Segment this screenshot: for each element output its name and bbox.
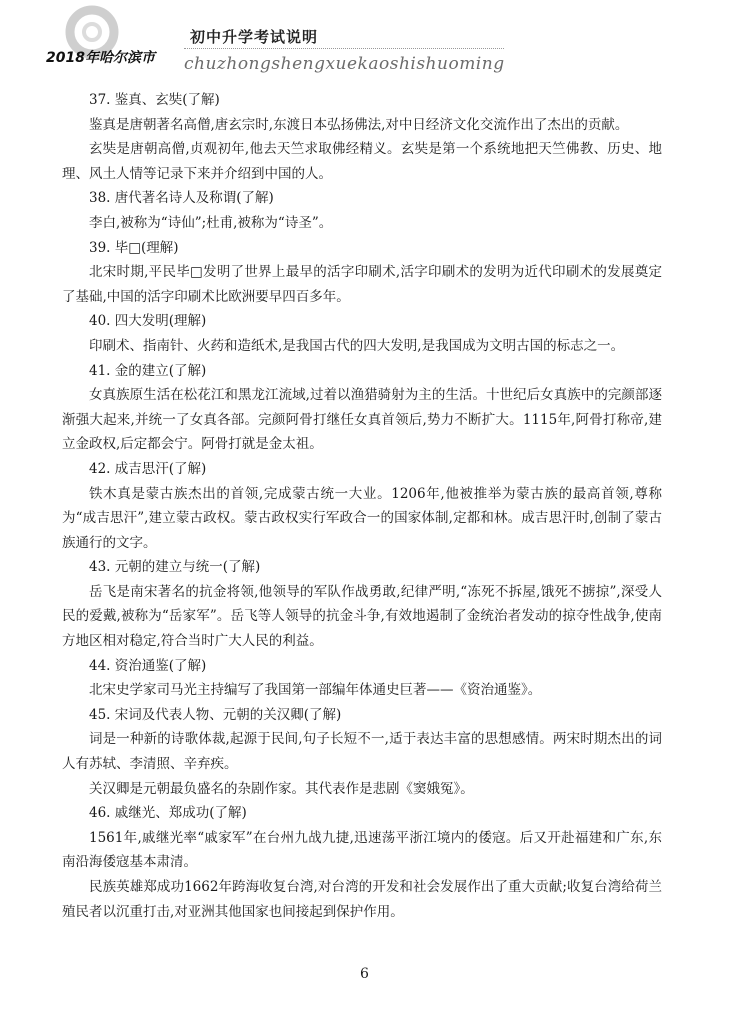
- paragraph: 1561年,戚继光率“戚家军”在台州九战九捷,迅速荡平浙江境内的倭寇。后又开赴福建和广东,东南沿海倭寇基本肃清。: [62, 829, 662, 871]
- page-number: 6: [360, 966, 369, 982]
- paragraph: 词是一种新的诗歌体裁,起源于民间,句子长短不一,适于表达丰富的思想感情。两宋时期杰出的词人有苏轼、李清照、辛弃疾。: [62, 731, 662, 773]
- section-heading: 43. 元朝的建立与统一(了解): [89, 559, 261, 576]
- section-heading: 37. 鉴真、玄奘(了解): [89, 92, 220, 108]
- section-heading: 41. 金的建立(了解): [89, 362, 207, 379]
- paragraph: 印刷术、指南针、火药和造纸术,是我国古代的四大发明,是我国成为文明古国的标志之一。: [89, 337, 625, 354]
- section-heading: 44. 资治通鉴(了解): [89, 657, 207, 674]
- paragraph: 女真族原生活在松花江和黑龙江流域,过着以渔猎骑射为主的生活。十世纪后女真族中的完颜部逐渐强大起来,并统一了女真各部。完颜阿骨打继任女真首领后,势力不断扩大。1115年,阿骨打称帝,建立金政权,后定都会宁。阿骨打就是金太祖。: [62, 387, 662, 453]
- section-heading: 42. 成吉思汗(了解): [89, 460, 207, 477]
- section-heading: 40. 四大发明(理解): [89, 313, 207, 330]
- paragraph: 铁木真是蒙古族杰出的首领,完成蒙古统一大业。1206年,他被推举为蒙古族的最高首领,尊称为“成吉思汗”,建立蒙古政权。蒙古政权实行军政合一的国家体制,定都和林。成吉思汗时,创制了蒙古族通行的文字。: [62, 485, 662, 551]
- document-body: [62, 88, 662, 924]
- section-heading: 46. 戚继光、郑成功(了解): [89, 805, 247, 822]
- paragraph: 岳飞是南宋著名的抗金将领,他领导的军队作战勇敢,纪律严明,“冻死不拆屋,饿死不掳掠”,深受人民的爱戴,被称为“岳家军”。岳飞等人领导的抗金斗争,有效地遏制了金统治者发动的掠夺性战争,使南方地区相对稳定,符合当时广大人民的利益。: [62, 583, 662, 650]
- section-heading: 38. 唐代著名诗人及称谓(了解): [89, 190, 274, 207]
- paragraph: 李白,被称为“诗仙”;杜甫,被称为“诗圣”。: [89, 214, 333, 231]
- paragraph: 北宋时期,平民毕□发明了世界上最早的活字印刷术,活字印刷术的发明为近代印刷术的发展奠定了基础,中国的活字印刷术比欧洲要早四百多年。: [62, 264, 662, 305]
- header-title: 初中升学考试说明: [190, 28, 319, 46]
- header-divider: [184, 48, 504, 49]
- section-heading: 39. 毕□(理解): [89, 239, 179, 256]
- paragraph: 民族英雄郑成功1662年跨海收复台湾,对台湾的开发和社会发展作出了重大贡献;收复台湾给荷兰殖民者以沉重打击,对亚洲其他国家也间接起到保护作用。: [62, 879, 662, 920]
- paragraph: 北宋史学家司马光主持编写了我国第一部编年体通史巨著——《资治通鉴》。: [89, 682, 542, 699]
- paragraph: 鉴真是唐朝著名高僧,唐玄宗时,东渡日本弘扬佛法,对中日经济文化交流作出了杰出的贡献。: [89, 116, 629, 133]
- paragraph: 关汉卿是元朝最负盛名的杂剧作家。其代表作是悲剧《窦娥冤》。: [89, 780, 474, 797]
- section-heading: 45. 宋词及代表人物、元朝的关汉卿(了解): [89, 706, 342, 723]
- header-pinyin: chuzhongshengxuekaoshishuoming: [184, 54, 505, 74]
- paragraph: 玄奘是唐朝高僧,贞观初年,他去天竺求取佛经精义。玄奘是第一个系统地把天竺佛教、历史、地理、风土人情等记录下来并介绍到中国的人。: [62, 141, 662, 182]
- header-year-tag: 2018年哈尔滨市: [46, 50, 155, 66]
